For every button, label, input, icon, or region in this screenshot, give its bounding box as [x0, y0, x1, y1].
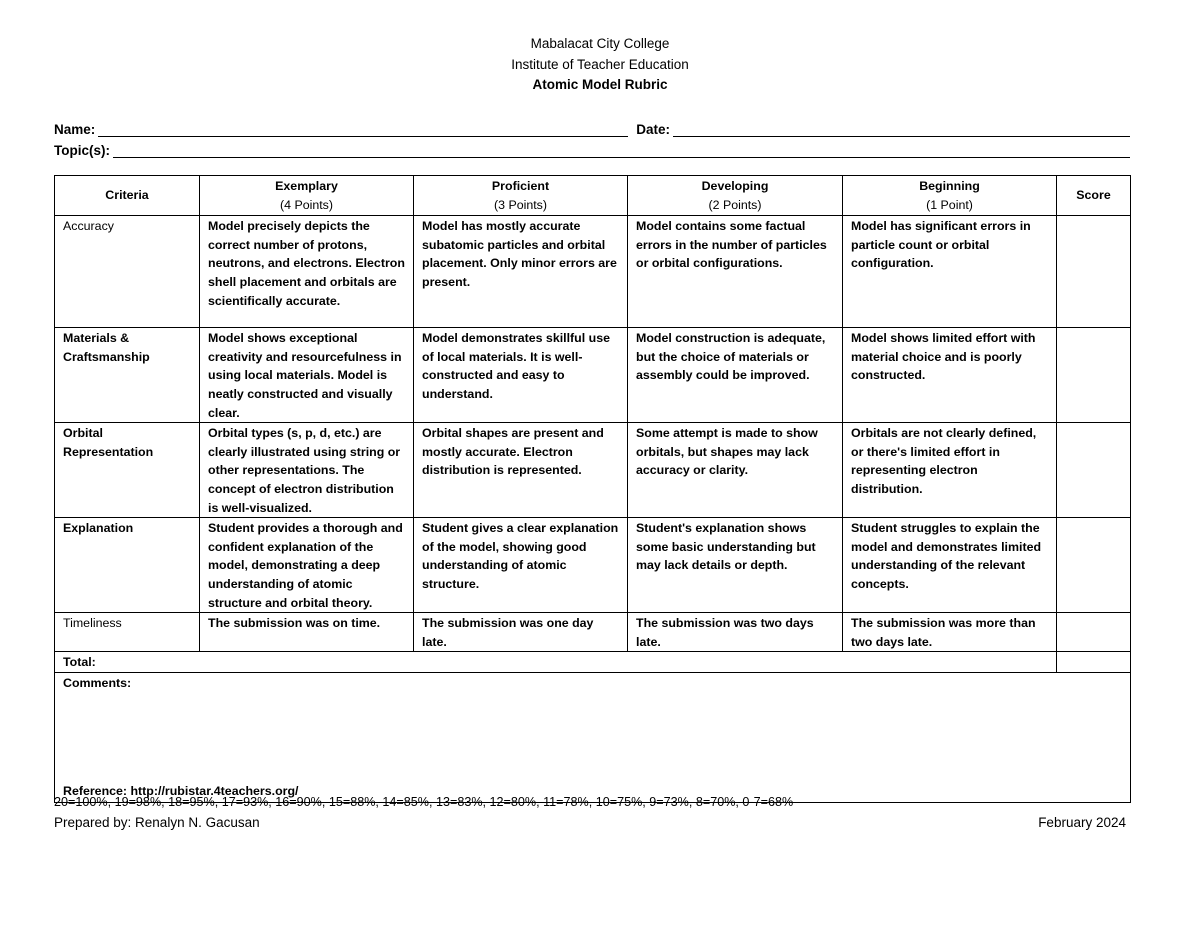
grading-scale: 20=100%, 19=98%, 18=95%, 17=93%, 16=90%, 15=88%, 14=85%, 13=83%, 12=80%, 11=78%, 10=75%, 9=73%, 8=70%, 0-7=68% — [54, 795, 794, 809]
table-cell: Some attempt is made to show orbitals, but shapes may lack accuracy or clarity. — [628, 423, 843, 518]
table-cell: The submission was two days late. — [628, 613, 843, 652]
prepared-by: Prepared by: Renalyn N. Gacusan — [54, 815, 260, 830]
table-row — [55, 216, 1131, 328]
criterion-orbital: Orbital Representation — [55, 423, 200, 518]
date-field[interactable] — [673, 122, 1130, 137]
table-cell: The submission was more than two days late. — [843, 613, 1057, 652]
name-label: Name: — [54, 122, 96, 137]
name-field[interactable] — [98, 122, 628, 137]
score-cell[interactable] — [1057, 613, 1131, 652]
table-cell: Student gives a clear explanation of the model, showing good understanding of atomic structure. — [414, 518, 628, 613]
comments-label: Comments: — [63, 675, 132, 690]
comments-cell[interactable] — [55, 672, 1131, 802]
score-header: Score — [1057, 176, 1131, 216]
table-cell: Model shows exceptional creativity and resourcefulness in using local materials. Model is neatly constructed and visually clear. — [200, 328, 414, 423]
score-cell[interactable] — [1057, 518, 1131, 613]
college-name: Mabalacat City College — [530, 36, 670, 51]
score-cell[interactable] — [1057, 328, 1131, 423]
level-header-proficient: Proficient (3 Points) — [414, 176, 628, 216]
table-cell: Model demonstrates skillful use of local materials. It is well-constructed and easy to understand. — [414, 328, 628, 423]
table-cell: Orbital types (s, p, d, etc.) are clearly illustrated using string or other representations. The concept of electron distribution is well-visualized. — [200, 423, 414, 518]
table-cell: The submission was one day late. — [414, 613, 628, 652]
table-cell: Model has significant errors in particle count or orbital configuration. — [843, 216, 1057, 328]
document-footer — [54, 815, 1126, 830]
score-cell[interactable] — [1057, 216, 1131, 328]
table-cell: The submission was on time. — [200, 613, 414, 652]
table-cell: Student's explanation shows some basic understanding but may lack details or depth. — [628, 518, 843, 613]
score-cell[interactable] — [1057, 423, 1131, 518]
criterion-explanation: Explanation — [55, 518, 200, 613]
level-header-beginning: Beginning (1 Point) — [843, 176, 1057, 216]
table-cell: Orbitals are not clearly defined, or there's limited effort in representing electron distribution. — [843, 423, 1057, 518]
table-cell: Model contains some factual errors in the number of particles or orbital configurations. — [628, 216, 843, 328]
criterion-materials: Materials & Craftsmanship — [55, 328, 200, 423]
student-info-fields — [54, 116, 1130, 158]
comments-row — [55, 672, 1131, 802]
criterion-accuracy: Accuracy — [55, 216, 200, 328]
topic-field[interactable] — [113, 143, 1130, 158]
table-cell: Model precisely depicts the correct number of protons, neutrons, and electrons. Electron shell placement and orbitals are scientifically accurate. — [200, 216, 414, 328]
table-row — [55, 328, 1131, 423]
table-cell: Model shows limited effort with material choice and is poorly constructed. — [843, 328, 1057, 423]
total-score-cell[interactable] — [1057, 652, 1131, 673]
table-row — [55, 518, 1131, 613]
total-row — [55, 652, 1131, 673]
date-label: Date: — [636, 122, 671, 137]
table-cell: Model construction is adequate, but the choice of materials or assembly could be improved. — [628, 328, 843, 423]
institute-name: Institute of Teacher Education — [511, 56, 689, 72]
level-header-developing: Developing (2 Points) — [628, 176, 843, 216]
table-cell: Student struggles to explain the model and demonstrates limited understanding of the relevant concepts. — [843, 518, 1057, 613]
criteria-header: Criteria — [55, 176, 200, 216]
level-header-exemplary: Exemplary (4 Points) — [200, 176, 414, 216]
total-label: Total: — [55, 652, 1057, 673]
topic-label: Topic(s): — [54, 143, 110, 158]
rubric-table — [54, 175, 1131, 803]
table-row — [55, 423, 1131, 518]
reference-link: Reference: http://rubistar.4teachers.org/ — [63, 784, 299, 799]
table-cell: Student provides a thorough and confident explanation of the model, demonstrating a deep understanding of atomic structure and orbital theory. — [200, 518, 414, 613]
criterion-timeliness: Timeliness — [55, 613, 200, 652]
table-row — [55, 613, 1131, 652]
rubric-title: Atomic Model Rubric — [532, 77, 668, 92]
footer-date: February 2024 — [1038, 815, 1126, 830]
table-cell: Orbital shapes are present and mostly accurate. Electron distribution is represented. — [414, 423, 628, 518]
document-header — [0, 34, 1200, 96]
table-cell: Model has mostly accurate subatomic particles and orbital placement. Only minor errors are present. — [414, 216, 628, 328]
